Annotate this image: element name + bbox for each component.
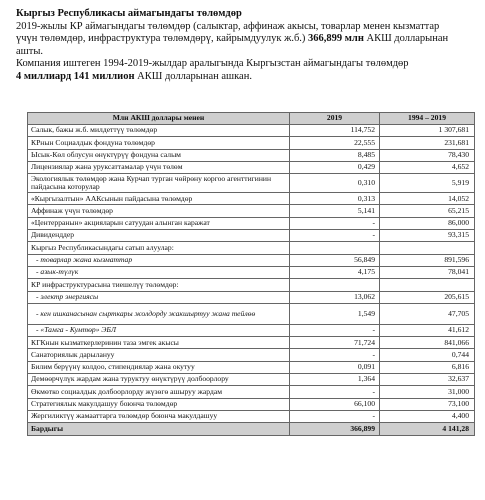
row-value-total: 891,596 [380,254,475,266]
row-value-2019: - [290,324,380,336]
table-row [28,386,475,398]
total-value-all: 4 141,28 [380,423,475,435]
row-value-total: 93,315 [380,230,475,242]
table-row [28,349,475,361]
table-row [28,254,475,266]
row-value-total: 78,430 [380,149,475,161]
row-value-2019: 56,849 [290,254,380,266]
row-value-total: 4,400 [380,410,475,422]
row-label: «Кыргызалтын» ААКсынын пайдасына төлөмдөр [28,193,290,205]
table-row [28,337,475,349]
row-value-total: 78,041 [380,266,475,278]
row-value-2019: 5,141 [290,205,380,217]
row-value-2019: 22,555 [290,137,380,149]
row-value-total: 231,681 [380,137,475,149]
row-value-2019: 0,313 [290,193,380,205]
row-value-2019: 0,091 [290,361,380,373]
row-value-total: 5,919 [380,174,475,193]
total-row [28,423,475,435]
table-row [28,374,475,386]
row-value-total: 6,816 [380,361,475,373]
row-label: - товарлар жана кызматтар [28,254,290,266]
row-value-total: 14,052 [380,193,475,205]
para1-line-a: 2019-жылы КР аймагындагы төлөмдөр (салыктар, аффинаж акысы, товарлар менен кызматтар [16,20,440,32]
row-value-2019: 1,364 [290,374,380,386]
table-row [28,242,475,254]
row-label: Лицензиялар жана уруксаттамалар үчүн төлөм [28,161,290,173]
row-value-total: 4,652 [380,161,475,173]
table-row [28,217,475,229]
intro-paragraph-1 [16,21,476,59]
row-value-2019: - [290,217,380,229]
table-row [28,291,475,303]
row-value-2019: 114,752 [290,125,380,137]
row-value-2019: 0,310 [290,174,380,193]
row-label: Аффинаж үчүн төлөмдөр [28,205,290,217]
row-value-2019: 66,100 [290,398,380,410]
row-value-total: 41,612 [380,324,475,336]
para1-line-b: үчүн төлөмдөр, инфраструктура төлөмдөрү, кайрымдуулук ж.б.) [16,33,309,44]
header-2019: 2019 [290,113,380,125]
header-category: Млн АКШ доллары менен [28,113,290,125]
row-label: - кен ишканасынан сырткары жолдорду жакшыртуу жана тейлөө [28,303,290,324]
row-label: Дивиденддер [28,230,290,242]
total-value-2019: 366,899 [290,423,380,435]
para1-amount: 366,899 млн [308,33,364,44]
table-row [28,410,475,422]
row-value-2019: - [290,410,380,422]
row-value-2019: 0,429 [290,161,380,173]
row-value-2019 [290,242,380,254]
table-row [28,125,475,137]
table-header-row [28,113,475,125]
row-label: «Центерранын» акцияларын сатуудан алынган каражат [28,217,290,229]
row-label: Санаториялык дарылануу [28,349,290,361]
row-value-2019: - [290,349,380,361]
row-value-2019: - [290,386,380,398]
row-label: КГКнын кызматкерлеринин таза эмгек акысы [28,337,290,349]
total-label: Бардыгы [28,423,290,435]
table-row [28,193,475,205]
row-value-total: 31,000 [380,386,475,398]
para2-line-b: АКШ долларынан ашкан. [134,70,252,82]
para2-amount: 4 миллиард 141 миллион [16,70,135,82]
payments-table [27,112,475,436]
table-row [28,279,475,291]
row-value-2019: 4,175 [290,266,380,278]
table-row [28,398,475,410]
document-title: Кыргыз Республикасы аймагындагы төлөмдөр [16,8,242,19]
row-value-2019: 71,724 [290,337,380,349]
table-row [28,205,475,217]
table-row [28,149,475,161]
row-value-total: 1 307,681 [380,125,475,137]
row-value-2019: - [290,230,380,242]
row-value-total: 0,744 [380,349,475,361]
row-label: Кыргыз Республикасындагы сатып алуулар: [28,242,290,254]
row-label: Ысык-Көл облусун өнүктүрүү фондуна салым [28,149,290,161]
row-value-total: 841,066 [380,337,475,349]
row-label: КРнын Социалдык фондуна төлөмдөр [28,137,290,149]
para1-line-c: АКШ долларынан [363,33,449,44]
table-row [28,137,475,149]
row-value-total [380,242,475,254]
row-label: Стратегиялык макулдашуу боюнча төлөмдөр [28,398,290,410]
row-label: - электр энергиясы [28,291,290,303]
row-label: Демөөрчүлүк жардам жана туруктуу өнүктүрүү долбоорлору [28,374,290,386]
table-row [28,174,475,193]
row-value-total [380,279,475,291]
row-label: Салык, бажы ж.б. милдеттүү төлөмдөр [28,125,290,137]
row-label: Билим берүүнү колдоо, стипендиялар жана окутуу [28,361,290,373]
intro-text-block [16,8,476,83]
row-value-total: 86,000 [380,217,475,229]
row-value-total: 32,637 [380,374,475,386]
table-row [28,303,475,324]
row-value-total: 47,705 [380,303,475,324]
table-row [28,230,475,242]
row-label: Экологиялык төлөмдөр жана Курчап турган чөйрөну коргоо агенттигинин пайдасына которулар [28,174,290,193]
table-row [28,324,475,336]
row-value-total: 65,215 [380,205,475,217]
row-label: - «Тамга - Кумтөр» ЭБЛ [28,324,290,336]
row-value-2019: 13,062 [290,291,380,303]
header-1994-2019: 1994 – 2019 [380,113,475,125]
row-label: Жергиликтүү жамааттарга төлөмдөр боюнча макулдашуу [28,410,290,422]
row-label: - азык-түлүк [28,266,290,278]
row-value-total: 73,100 [380,398,475,410]
intro-paragraph-2 [16,58,476,83]
row-value-2019: 1,549 [290,303,380,324]
table-row [28,361,475,373]
table-row [28,266,475,278]
row-value-2019 [290,279,380,291]
para1-line-d: ашты. [16,45,44,57]
row-value-total: 205,615 [380,291,475,303]
para2-line-a: Компания иштеген 1994-2019-жылдар аралыгында Кыргызстан аймагындагы төлөмдөр [16,58,409,69]
row-value-2019: 8,485 [290,149,380,161]
table-row [28,161,475,173]
row-label: КР инфраструктурасына тиешелүү төлөмдөр: [28,279,290,291]
row-label: Өкмөтко социалдык долбоорлорду жүзөгө ашыруу жардам [28,386,290,398]
